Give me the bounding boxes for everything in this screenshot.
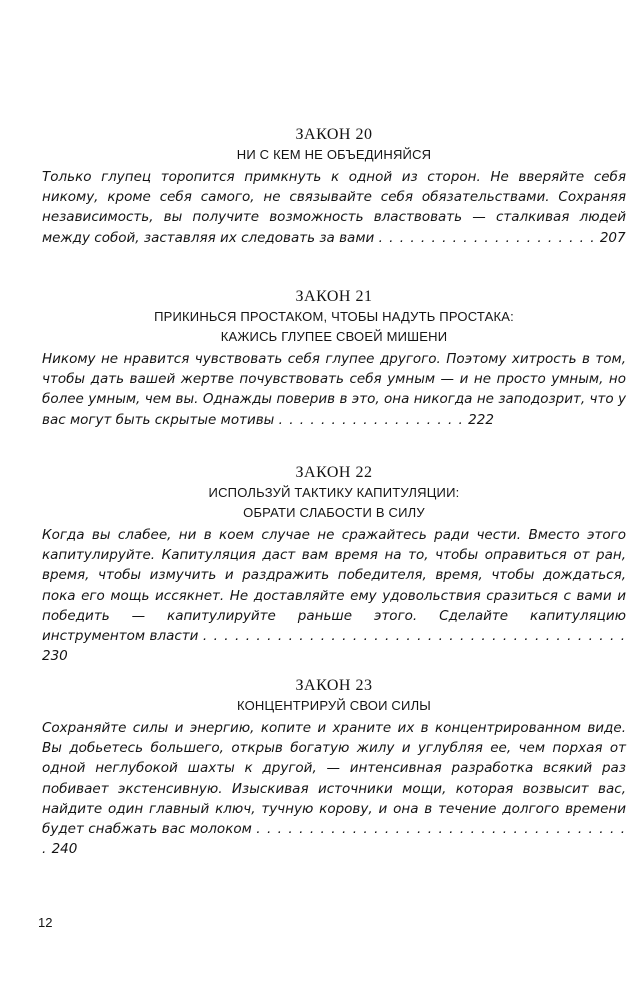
law-title: ПРИКИНЬСЯ ПРОСТАКОМ, ЧТОБЫ НАДУТЬ ПРОСТАКА:	[154, 309, 514, 324]
law-number: ЗАКОН 23	[295, 677, 373, 694]
law-title: КОНЦЕНТРИРУЙ СВОИ СИЛЫ	[236, 698, 432, 713]
dot-leader: . . . . . . . . . . . . . . . . . . . . . . . . . . . . . . . . . . . .	[42, 821, 626, 858]
page-reference: 222	[468, 411, 494, 428]
law-subtitle: ОБРАТИ СЛАБОСТИ В СИЛУ	[243, 505, 425, 520]
law-summary	[42, 167, 626, 248]
page-number: 12	[38, 915, 53, 930]
page-reference: 230	[42, 648, 68, 665]
dot-leader: . . . . . . . . . . . . . . . . . . . . .	[378, 229, 596, 246]
dot-leader: . . . . . . . . . . . . . . . . . . . . . . . . . . . . . . . . . . . . . . . .	[202, 628, 627, 645]
law-number: ЗАКОН 20	[295, 126, 373, 143]
dot-leader: . . . . . . . . . . . . . . . . . .	[278, 411, 464, 428]
law-title: ИСПОЛЬЗУЙ ТАКТИКУ КАПИТУЛЯЦИИ:	[208, 485, 460, 500]
law-number: ЗАКОН 22	[295, 464, 373, 481]
law-subtitle: КАЖИСЬ ГЛУПЕЕ СВОЕЙ МИШЕНИ	[220, 329, 448, 344]
law-summary	[42, 525, 626, 666]
law-21-entry	[42, 287, 626, 430]
page-reference: 240	[51, 841, 78, 858]
page-reference: 207	[599, 229, 626, 246]
summary-text: Только глупец торопится примкнуть к одной из сторон. Не вверяйте себя никому, кроме себя самого, не связывайте себя обязательствами. Сохраняя независимость, вы получите возможность властвовать — сталкивая людей между собой, заставляя их следовать за вами	[42, 169, 626, 246]
summary-text: Когда вы слабее, ни в коем случае не сражайтесь ради чести. Вместо этого капитулируйте. Капитуляция даст вам время на то, чтобы оправиться от ран, время, чтобы измучить и раздражить победителя, время, чтобы дождаться, пока его мощь иссякнет. Не доставляйте ему удовольствия сразиться с вами и победить — капитулируйте раньше этого. Сделайте капитуляцию инструментом власти	[42, 527, 626, 645]
law-summary	[42, 349, 626, 430]
summary-text: Сохраняйте силы и энергию, копите и храните их в концентрированном виде. Вы добьетесь большего, открыв богатую жилу и углубляя ее, чем порхая от одной неглубокой шахты к другой, — интенсивная разработка всякий раз побивает экстенсивную. Изыскивая источники мощи, которая возвысит вас, найдите один главный ключ, тучную корову, и она в течение долгого времени будет снабжать вас молоком	[42, 720, 626, 838]
law-title: НИ С КЕМ НЕ ОБЪЕДИНЯЙСЯ	[236, 147, 432, 162]
law-22-entry	[42, 463, 626, 666]
law-23-entry	[42, 676, 626, 859]
law-number: ЗАКОН 21	[295, 288, 373, 305]
summary-text: Никому не нравится чувствовать себя глупее другого. Поэтому хитрость в том, чтобы дать вашей жертве почувствовать себя умным — и не просто умным, но более умным, чем вы. Однажды поверив в это, она никогда не заподозрит, что у вас могут быть скрытые мотивы	[42, 351, 626, 428]
law-summary	[42, 718, 626, 859]
law-20-entry	[42, 125, 626, 248]
